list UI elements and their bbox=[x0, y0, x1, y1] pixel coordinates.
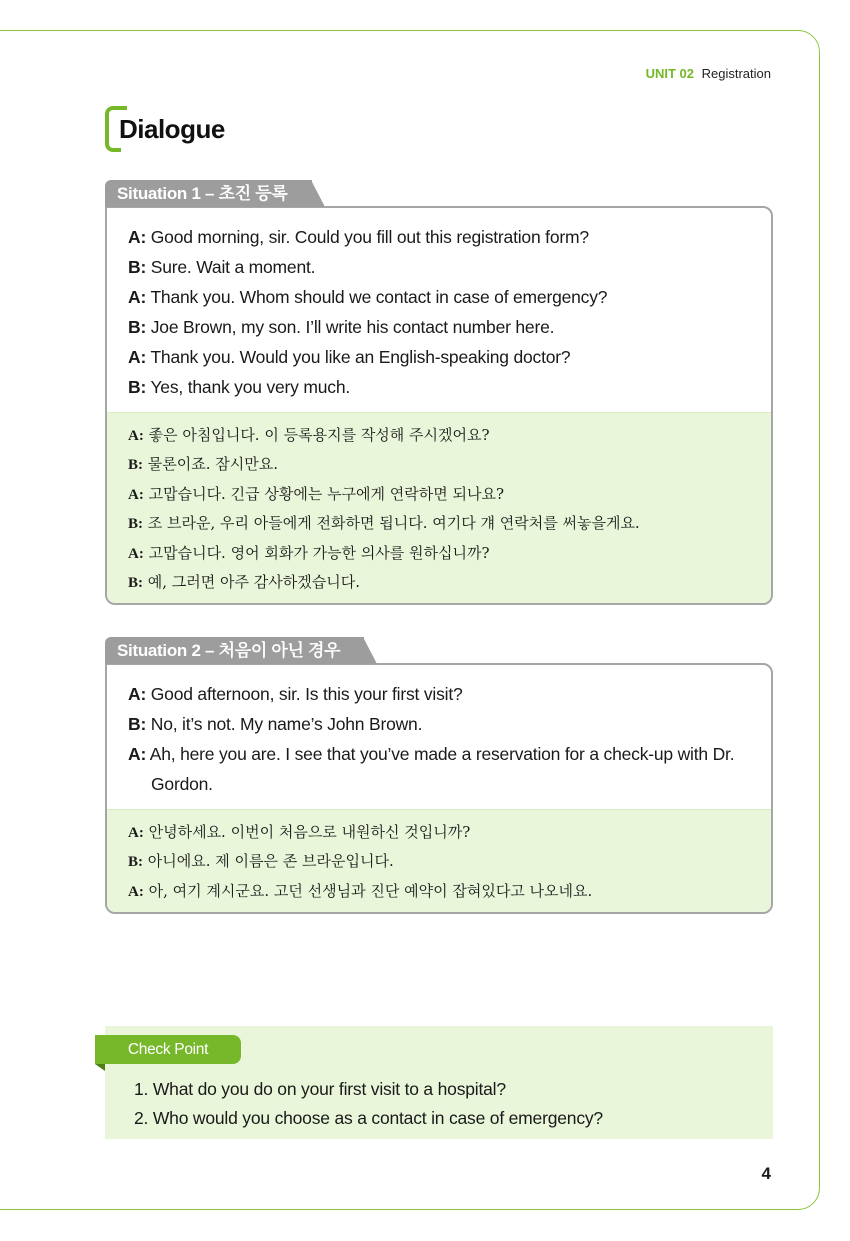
situation-1-english-dialogue bbox=[107, 208, 771, 412]
line-text: Good afternoon, sir. Is this your first visit? bbox=[150, 684, 463, 704]
line-text: 예, 그러면 아주 감사하겠습니다. bbox=[147, 573, 360, 592]
speaker-label: A: bbox=[128, 287, 147, 307]
situation-2-english-dialogue bbox=[107, 665, 771, 809]
line-text: Yes, thank you very much. bbox=[150, 377, 351, 397]
line-text: Thank you. Would you like an English-speaking doctor? bbox=[150, 347, 571, 367]
line-text: 고맙습니다. 긴급 상황에는 누구에게 연락하면 되나요? bbox=[148, 484, 505, 503]
speaker-label: A: bbox=[128, 744, 147, 764]
line-text: Thank you. Whom should we contact in case of emergency? bbox=[150, 287, 608, 307]
check-point-question: 1. What do you do on your first visit to a hospital? bbox=[134, 1079, 506, 1099]
dialogue-line bbox=[128, 222, 751, 252]
speaker-label: B: bbox=[128, 854, 143, 871]
speaker-label: B: bbox=[128, 457, 143, 474]
page-title: Dialogue bbox=[119, 114, 225, 144]
situation-1 bbox=[105, 180, 773, 605]
situation-2-card bbox=[105, 663, 773, 914]
situation-1-korean-translation bbox=[107, 412, 771, 603]
unit-title: Registration bbox=[701, 66, 771, 81]
line-text: 안녕하세요. 이번이 처음으로 내원하신 것입니까? bbox=[148, 823, 471, 841]
unit-label: UNIT 02 bbox=[645, 66, 694, 81]
situation-1-tab: Situation 1 – 초진 등록 bbox=[105, 180, 312, 207]
line-text: Good morning, sir. Could you fill out this registration form? bbox=[150, 227, 589, 247]
situation-1-card bbox=[105, 206, 773, 605]
line-text: 조 브라운, 우리 아들에게 전화하면 됩니다. 여기다 걔 연락처를 써놓을게요. bbox=[147, 514, 640, 533]
situation-2-tab: Situation 2 – 처음이 아닌 경우 bbox=[105, 637, 364, 664]
speaker-label: B: bbox=[128, 317, 147, 337]
translation-line bbox=[128, 877, 751, 906]
dialogue-line bbox=[128, 342, 751, 372]
line-text: 좋은 아침입니다. 이 등록용지를 작성해 주시겠어요? bbox=[148, 426, 490, 444]
translation-line bbox=[128, 480, 751, 509]
speaker-label: B: bbox=[128, 714, 147, 734]
line-text: Joe Brown, my son. I’ll write his contact number here. bbox=[150, 317, 555, 337]
speaker-label: B: bbox=[128, 377, 147, 397]
check-point-questions bbox=[134, 1075, 603, 1133]
dialogue-line bbox=[128, 372, 751, 402]
speaker-label: A: bbox=[128, 428, 144, 444]
dialogue-line bbox=[128, 312, 751, 342]
translation-line bbox=[128, 818, 751, 847]
line-text: 물론이죠. 잠시만요. bbox=[147, 455, 279, 474]
check-point-box bbox=[105, 1026, 773, 1139]
line-text: No, it’s not. My name’s John Brown. bbox=[150, 714, 423, 734]
translation-line bbox=[128, 421, 751, 450]
translation-line bbox=[128, 539, 751, 568]
translation-line bbox=[128, 450, 751, 479]
dialogue-line bbox=[128, 282, 751, 312]
speaker-label: A: bbox=[128, 883, 144, 900]
check-point-label: Check Point bbox=[95, 1035, 241, 1064]
line-text: 고맙습니다. 영어 회화가 가능한 의사를 원하십니까? bbox=[148, 543, 490, 562]
check-point-question: 2. Who would you choose as a contact in case of emergency? bbox=[134, 1108, 603, 1128]
speaker-label: B: bbox=[128, 257, 147, 277]
speaker-label: A: bbox=[128, 347, 147, 367]
page-number: 4 bbox=[761, 1164, 771, 1183]
speaker-label: B: bbox=[128, 575, 143, 592]
line-text: 아니에요. 제 이름은 존 브라운입니다. bbox=[147, 852, 394, 871]
title-bracket-top bbox=[115, 106, 127, 110]
line-text: Ah, here you are. I see that you’ve made a reservation for a check-up with Dr. Gordon. bbox=[149, 744, 735, 794]
situation-2-korean-translation bbox=[107, 809, 771, 912]
speaker-label: A: bbox=[128, 545, 144, 562]
unit-header bbox=[646, 66, 771, 81]
speaker-label: A: bbox=[128, 486, 144, 503]
speaker-label: B: bbox=[128, 516, 143, 533]
dialogue-line bbox=[128, 679, 751, 709]
dialogue-line bbox=[128, 709, 751, 739]
dialogue-line bbox=[128, 252, 751, 282]
speaker-label: A: bbox=[128, 684, 147, 704]
translation-line bbox=[128, 509, 751, 538]
line-text: Sure. Wait a moment. bbox=[150, 257, 316, 277]
speaker-label: A: bbox=[128, 227, 147, 247]
speaker-label: A: bbox=[128, 825, 144, 841]
line-text: 아, 여기 계시군요. 고던 선생님과 진단 예약이 잡혀있다고 나오네요. bbox=[148, 881, 593, 900]
translation-line bbox=[128, 847, 751, 876]
translation-line bbox=[128, 568, 751, 597]
check-point-tab-fold bbox=[95, 1064, 105, 1071]
dialogue-line bbox=[128, 739, 751, 799]
situation-2 bbox=[105, 637, 773, 914]
